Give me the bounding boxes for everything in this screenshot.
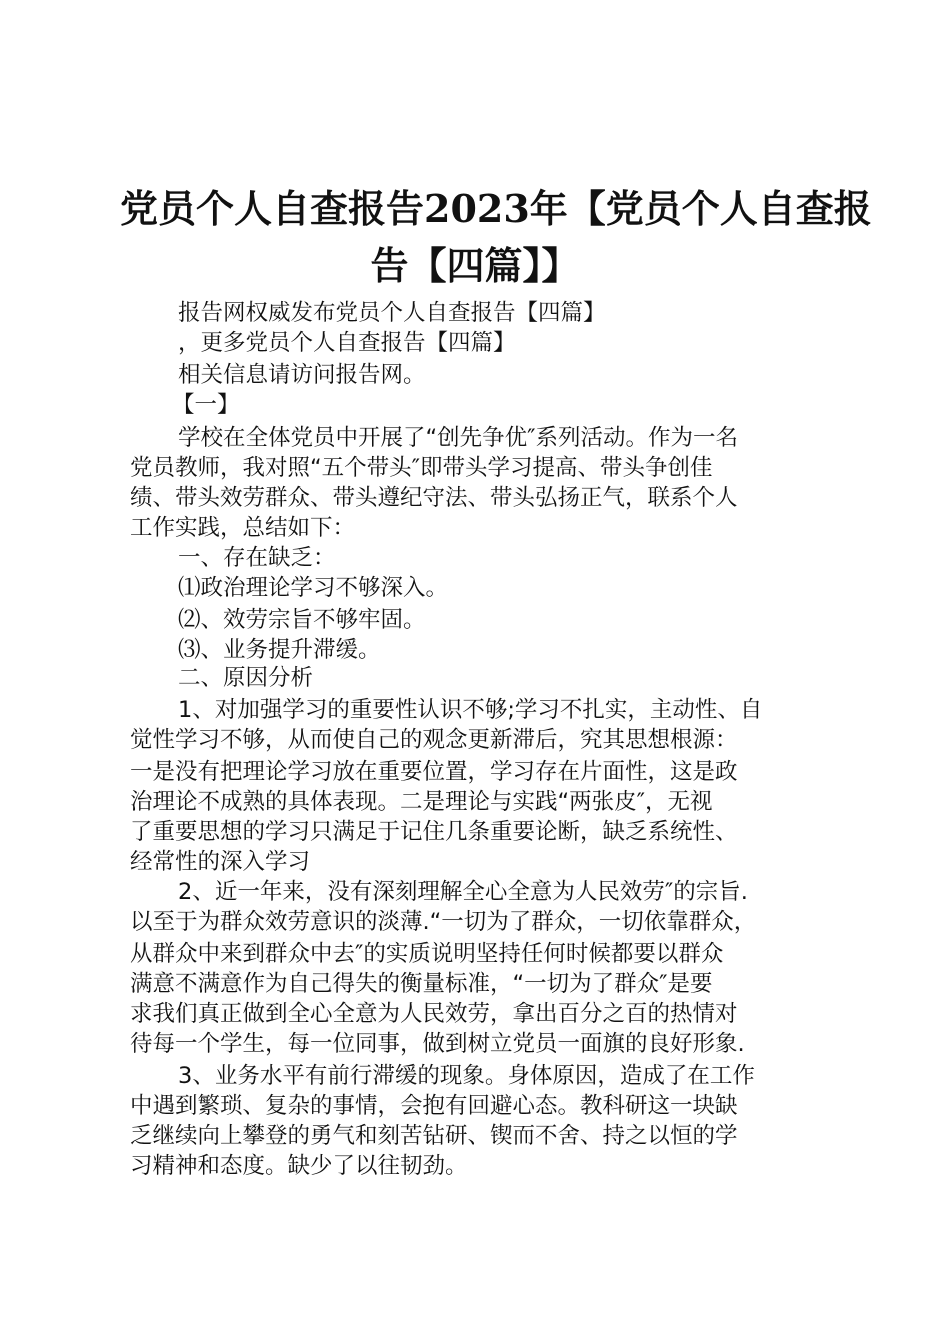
body-line: 中遇到繁琐、复杂的事情，会抱有回避心态。教科研这一块缺 [130,1093,738,1119]
body-line: 求我们真正做到全心全意为人民效劳，拿出百分之百的热情对 [130,1001,738,1027]
subheading: 一、存在缺乏： [178,545,336,571]
document-title-line-2: 告【四篇】】 [370,243,580,288]
body-line: 党员教师，我对照“五个带头″即带头学习提高、带头争创佳 [130,455,713,481]
body-line: 满意不满意作为自己得失的衡量标准，“一切为了群众″是要 [130,971,713,997]
intro-line: 相关信息请访问报告网。 [178,362,426,388]
section-heading: 【一】 [172,392,240,418]
body-line: 治理论不成熟的具体表现。二是理论与实践“两张皮″，无视 [130,789,713,815]
body-line: 一是没有把理论学习放在重要位置，学习存在片面性，这是政 [130,759,738,785]
body-line: 了重要思想的学习只满足于记住几条重要论断，缺乏系统性、 [130,819,738,845]
body-line: 从群众中来到群众中去″的实质说明坚持任何时候都要以群众 [130,941,724,967]
body-line: 乏继续向上攀登的勇气和刻苦钻研、锲而不舍、持之以恒的学 [130,1123,738,1149]
list-item: ⑴政治理论学习不够深入。 [178,575,449,601]
list-item: ⑵、效劳宗旨不够牢固。 [178,607,426,633]
body-line: 绩、带头效劳群众、带头遵纪守法、带头弘扬正气，联系个人 [130,485,738,511]
document-title-line-1: 党员个人自查报告2023年【党员个人自查报 [120,186,872,231]
list-item: ⑶、业务提升滞缓。 [178,637,381,663]
intro-line: 报告网权威发布党员个人自查报告【四篇】 [178,300,606,326]
body-line: 2、近一年来，没有深刻理解全心全意为人民效劳″的宗旨. [178,879,748,905]
body-line: 学校在全体党员中开展了“创先争优″系列活动。作为一名 [178,425,739,451]
body-line: 习精神和态度。缺少了以往韧劲。 [130,1153,468,1179]
body-line: 待每一个学生，每一位同事，做到树立党员一面旗的良好形象. [130,1031,745,1057]
body-line: 工作实践，总结如下： [130,515,356,541]
subheading: 二、原因分析 [178,665,314,691]
intro-line: ，更多党员个人自查报告【四篇】 [178,330,516,356]
body-line: 3、业务水平有前行滞缓的现象。身体原因，造成了在工作 [178,1063,755,1089]
body-line: 以至于为群众效劳意识的淡薄.“一切为了群众，一切依靠群众， [130,909,757,935]
body-line: 觉性学习不够，从而使自己的观念更新滞后，究其思想根源： [130,727,738,753]
body-line: 1、对加强学习的重要性认识不够;学习不扎实，主动性、自 [178,697,763,723]
body-line: 经常性的深入学习 [130,849,311,875]
